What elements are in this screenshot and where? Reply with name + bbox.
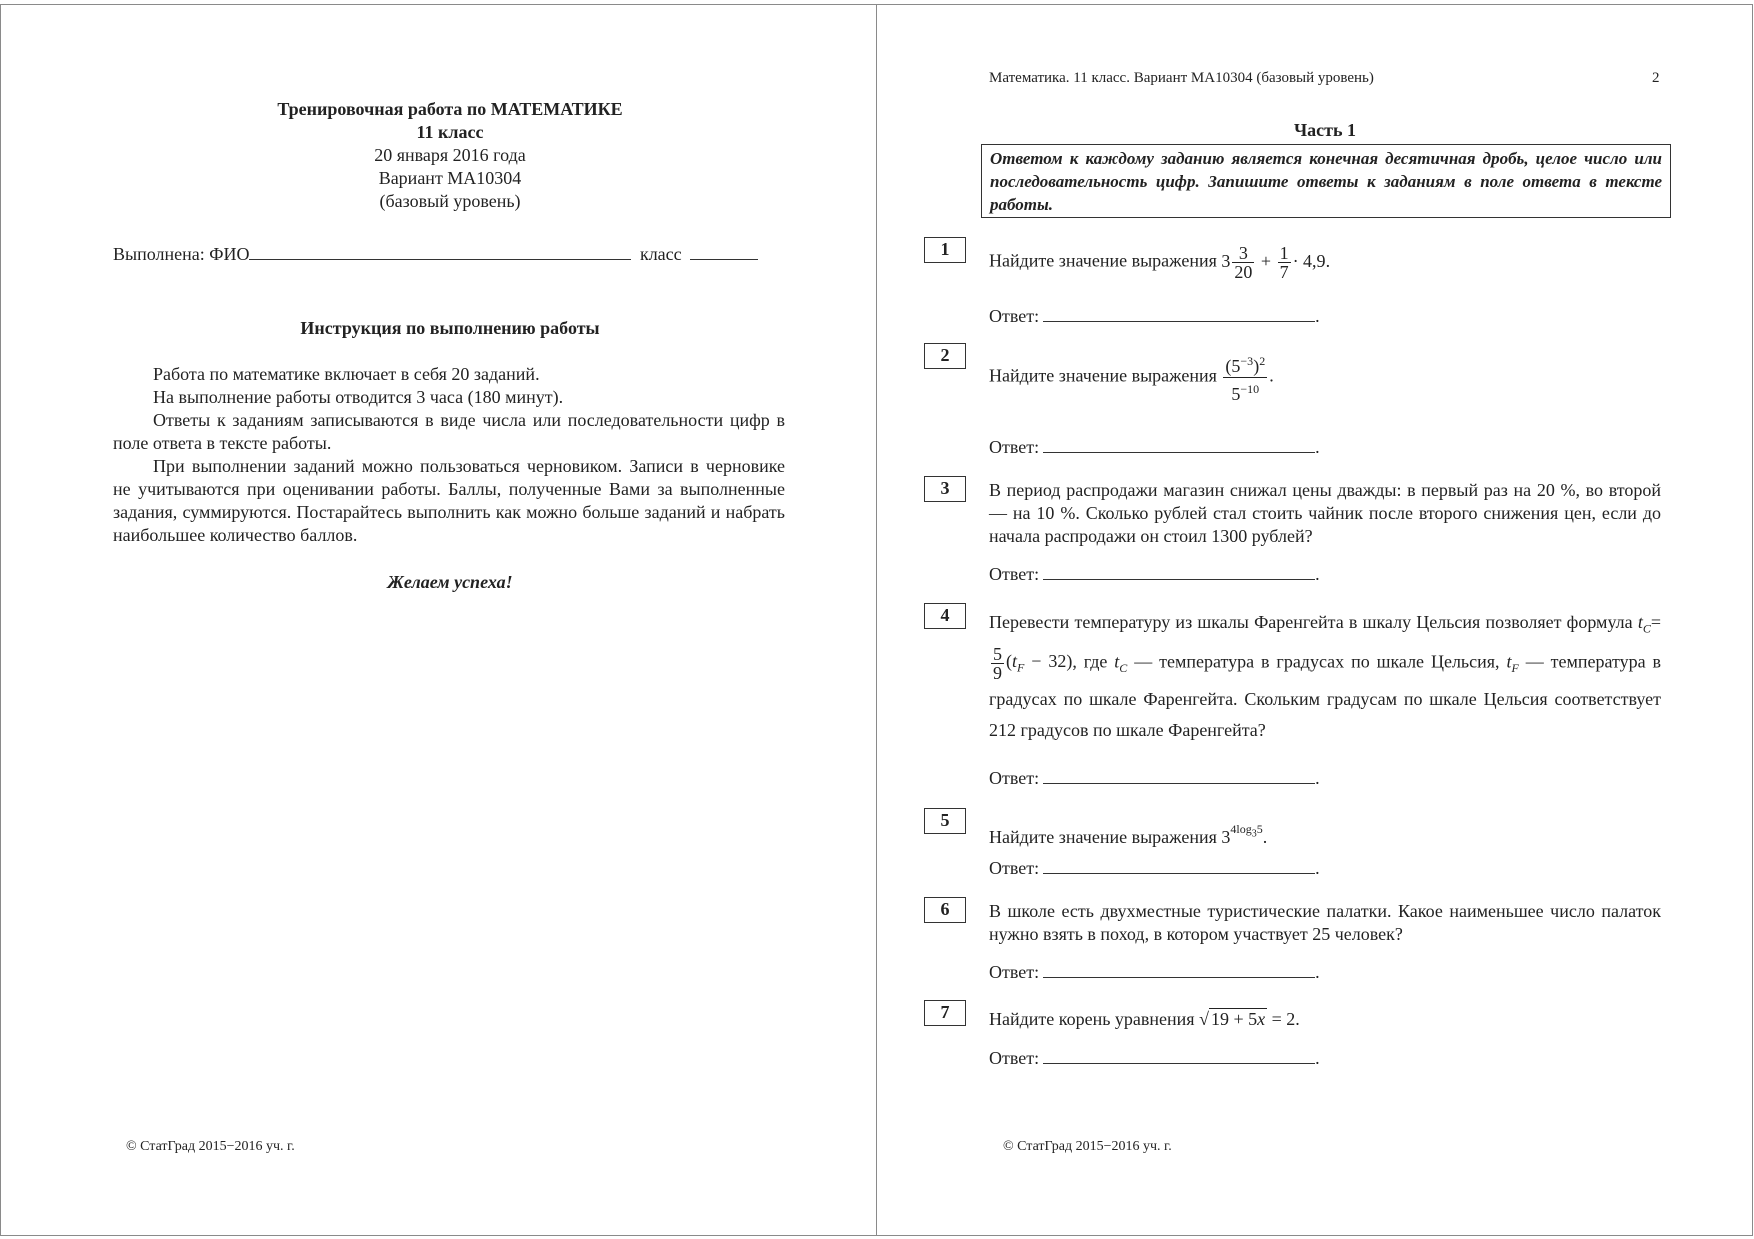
name-field[interactable] [249, 245, 631, 260]
formula-part: F [1017, 660, 1025, 675]
task-number: 7 [924, 1000, 966, 1026]
formula-part: F [1511, 660, 1519, 675]
task-text: Найдите значение выражения [989, 365, 1217, 386]
task-6: В школе есть двухместные туристические палатки. Какое наименьшее число палаток нужно взять в поход, в котором участвует 25 человек? [989, 901, 1661, 944]
page-number: 2 [1652, 70, 1660, 86]
date-label: 20 января 2016 года [374, 145, 526, 165]
formula-part: 3 [1221, 827, 1231, 847]
answer-field[interactable] [1043, 307, 1315, 322]
fraction [1278, 244, 1291, 281]
denominator: 9 [993, 662, 1002, 683]
right-footer: © СтатГрад 2015−2016 уч. г. [1003, 1139, 1172, 1154]
answer-end: . [1315, 306, 1320, 326]
task-text: Найдите значение выражения [989, 250, 1217, 271]
variant-label: Вариант МА10304 [378, 168, 522, 188]
denominator: 20 [1234, 262, 1253, 282]
task-text: — температура в градусах по шкале Фаренгейта. Скольким градусам по шкале Цельсия соответствует 212 градусов по шкале Фаренгейта? [989, 651, 1662, 740]
formula-part: + [1260, 250, 1272, 271]
task-number: 2 [924, 343, 966, 369]
answer-end: . [1315, 437, 1320, 457]
answer-label: Ответ: [989, 962, 1040, 982]
formula-part: t [1114, 651, 1120, 672]
formula-part: 3 [1251, 828, 1257, 840]
answer-label: Ответ: [989, 306, 1040, 326]
fraction [1223, 350, 1267, 405]
formula [1221, 822, 1268, 847]
formula-part: − 32 [1031, 651, 1067, 672]
title-block [110, 98, 790, 213]
formula-part: . [1325, 250, 1331, 271]
formula-part: 19 + 5 [1210, 1009, 1258, 1029]
answer-end: . [1315, 1048, 1320, 1068]
numerator: $(5^{-3})^2$ [1223, 350, 1267, 378]
answer-field[interactable] [1043, 1049, 1315, 1064]
formula-part: 5 [1256, 822, 1263, 836]
task-3: В период распродажи магазин снижал цены дважды: в первый раз на 20 %, во второй — на 10 %. Сколько рублей стал стоить чайник после второго снижения цен, если до начала распродажи он стоил 1300 рублей? [989, 480, 1661, 546]
task-text: , где [1072, 651, 1108, 672]
formula-part: t [1637, 612, 1643, 632]
answer-line [989, 858, 1320, 879]
signed-label: Выполнена: ФИО [113, 244, 250, 264]
formula-part: t [1506, 651, 1512, 672]
formula-part: x [1257, 1009, 1266, 1029]
answer-line [989, 1048, 1320, 1069]
answer-field[interactable] [1043, 963, 1315, 978]
class-field[interactable] [690, 245, 758, 260]
wish-text: Желаем успеха! [387, 572, 513, 592]
signed-line [113, 244, 758, 265]
answer-label: Ответ: [989, 437, 1040, 457]
fraction [1232, 244, 1254, 281]
numerator: 5 [993, 643, 1002, 664]
task-number: 1 [924, 237, 966, 263]
formula-part: · 4,9 [1292, 250, 1326, 271]
fraction [991, 645, 1004, 682]
task-text: — температура в градусах по шкале Цельсия, [1134, 651, 1500, 672]
task-text: Перевести температуру из шкалы Фаренгейта в шкалу Цельсия позволяет формула [989, 612, 1633, 632]
answer-line [989, 564, 1320, 585]
answer-end: . [1315, 768, 1320, 788]
answer-end: . [1315, 962, 1320, 982]
answer-field[interactable] [1043, 565, 1315, 580]
formula-part: C [1119, 660, 1128, 675]
running-header: Математика. 11 класс. Вариант МА10304 (базовый уровень) [989, 70, 1374, 86]
formula-part: = [1650, 612, 1662, 632]
answer-instruction-box: Ответом к каждому заданию является конечная десятичная дробь, целое число или последовательность цифр. Запишите ответы к заданиям в поле ответа в тексте работы. [981, 144, 1671, 218]
instruction-paragraph: На выполнение работы отводится 3 часа (180 минут). [153, 387, 564, 407]
task-text: Найдите значение выражения [989, 827, 1217, 847]
formula-part: log [1236, 822, 1252, 836]
formula-part: 2 [1259, 354, 1266, 368]
answer-field[interactable] [1043, 859, 1315, 874]
formula: √ 19 + 5x = 2. [1199, 1009, 1300, 1029]
denominator [1223, 378, 1267, 405]
formula-part: −3 [1240, 354, 1254, 368]
answer-line [989, 306, 1320, 327]
formula-part: t [1012, 651, 1018, 672]
task-1 [989, 244, 1661, 281]
formula-part: . [1269, 365, 1274, 386]
radicand [1209, 1008, 1267, 1029]
task-number: 6 [924, 897, 966, 923]
formula-part: −10 [1240, 382, 1260, 396]
part-title: Часть 1 [1293, 120, 1357, 140]
formula-part: 4 [1230, 822, 1237, 836]
answer-line [989, 437, 1320, 458]
task-number: 5 [924, 808, 966, 834]
task-text: Найдите корень уравнения [989, 1009, 1195, 1029]
answer-line [989, 962, 1320, 983]
instruction-paragraph: При выполнении заданий можно пользоваться черновиком. Записи в черновике не учитываются при оценивании работы. Баллы, полученные Вами за выполненные задания, суммируются. Постарайтесь выполнить как можно больше заданий и набрать наибольшее количество баллов. [113, 456, 785, 545]
task-5 [989, 818, 1661, 849]
formula-part: C [1642, 621, 1651, 636]
formula-part: 3 [1221, 250, 1231, 271]
level-label: (базовый уровень) [379, 191, 521, 211]
formula-part: ( [1006, 651, 1012, 672]
left-footer: © СтатГрад 2015−2016 уч. г. [126, 1139, 295, 1154]
instruction-paragraph: Ответы к заданиям записываются в виде числа или последовательности цифр в поле ответа в тексте работы. [113, 410, 785, 453]
formula-part: 5 [1231, 384, 1241, 404]
formula-part: = 2 [1271, 1009, 1296, 1029]
numerator: 1 [1279, 243, 1289, 263]
formula-part: ) [1066, 651, 1073, 672]
numerator: 3 [1232, 244, 1254, 263]
formula-part: . [1262, 827, 1268, 847]
formula-part: 5 [1231, 356, 1241, 376]
grade-label: 11 класс [416, 122, 484, 142]
answer-line [989, 768, 1320, 789]
work-title: Тренировочная работа по МАТЕМАТИКЕ [277, 99, 623, 119]
task-4 [989, 607, 1661, 746]
instruction-title: Инструкция по выполнению работы [300, 318, 600, 338]
formula-part: . [1295, 1009, 1300, 1029]
task-number: 3 [924, 476, 966, 502]
answer-end: . [1315, 564, 1320, 584]
answer-label: Ответ: [989, 1048, 1040, 1068]
task-7 [989, 1008, 1661, 1031]
answer-field[interactable] [1043, 769, 1315, 784]
instruction-text [113, 363, 785, 547]
answer-label: Ответ: [989, 768, 1040, 788]
denominator: 7 [1279, 262, 1289, 282]
task-2 [989, 350, 1661, 405]
answer-label: Ответ: [989, 564, 1040, 584]
answer-label: Ответ: [989, 858, 1040, 878]
class-label: класс [639, 244, 682, 264]
instruction-paragraph: Работа по математике включает в себя 20 заданий. [153, 364, 540, 384]
answer-field[interactable] [1043, 438, 1315, 453]
task-number: 4 [924, 603, 966, 629]
formula [1221, 243, 1331, 282]
answer-end: . [1315, 858, 1320, 878]
